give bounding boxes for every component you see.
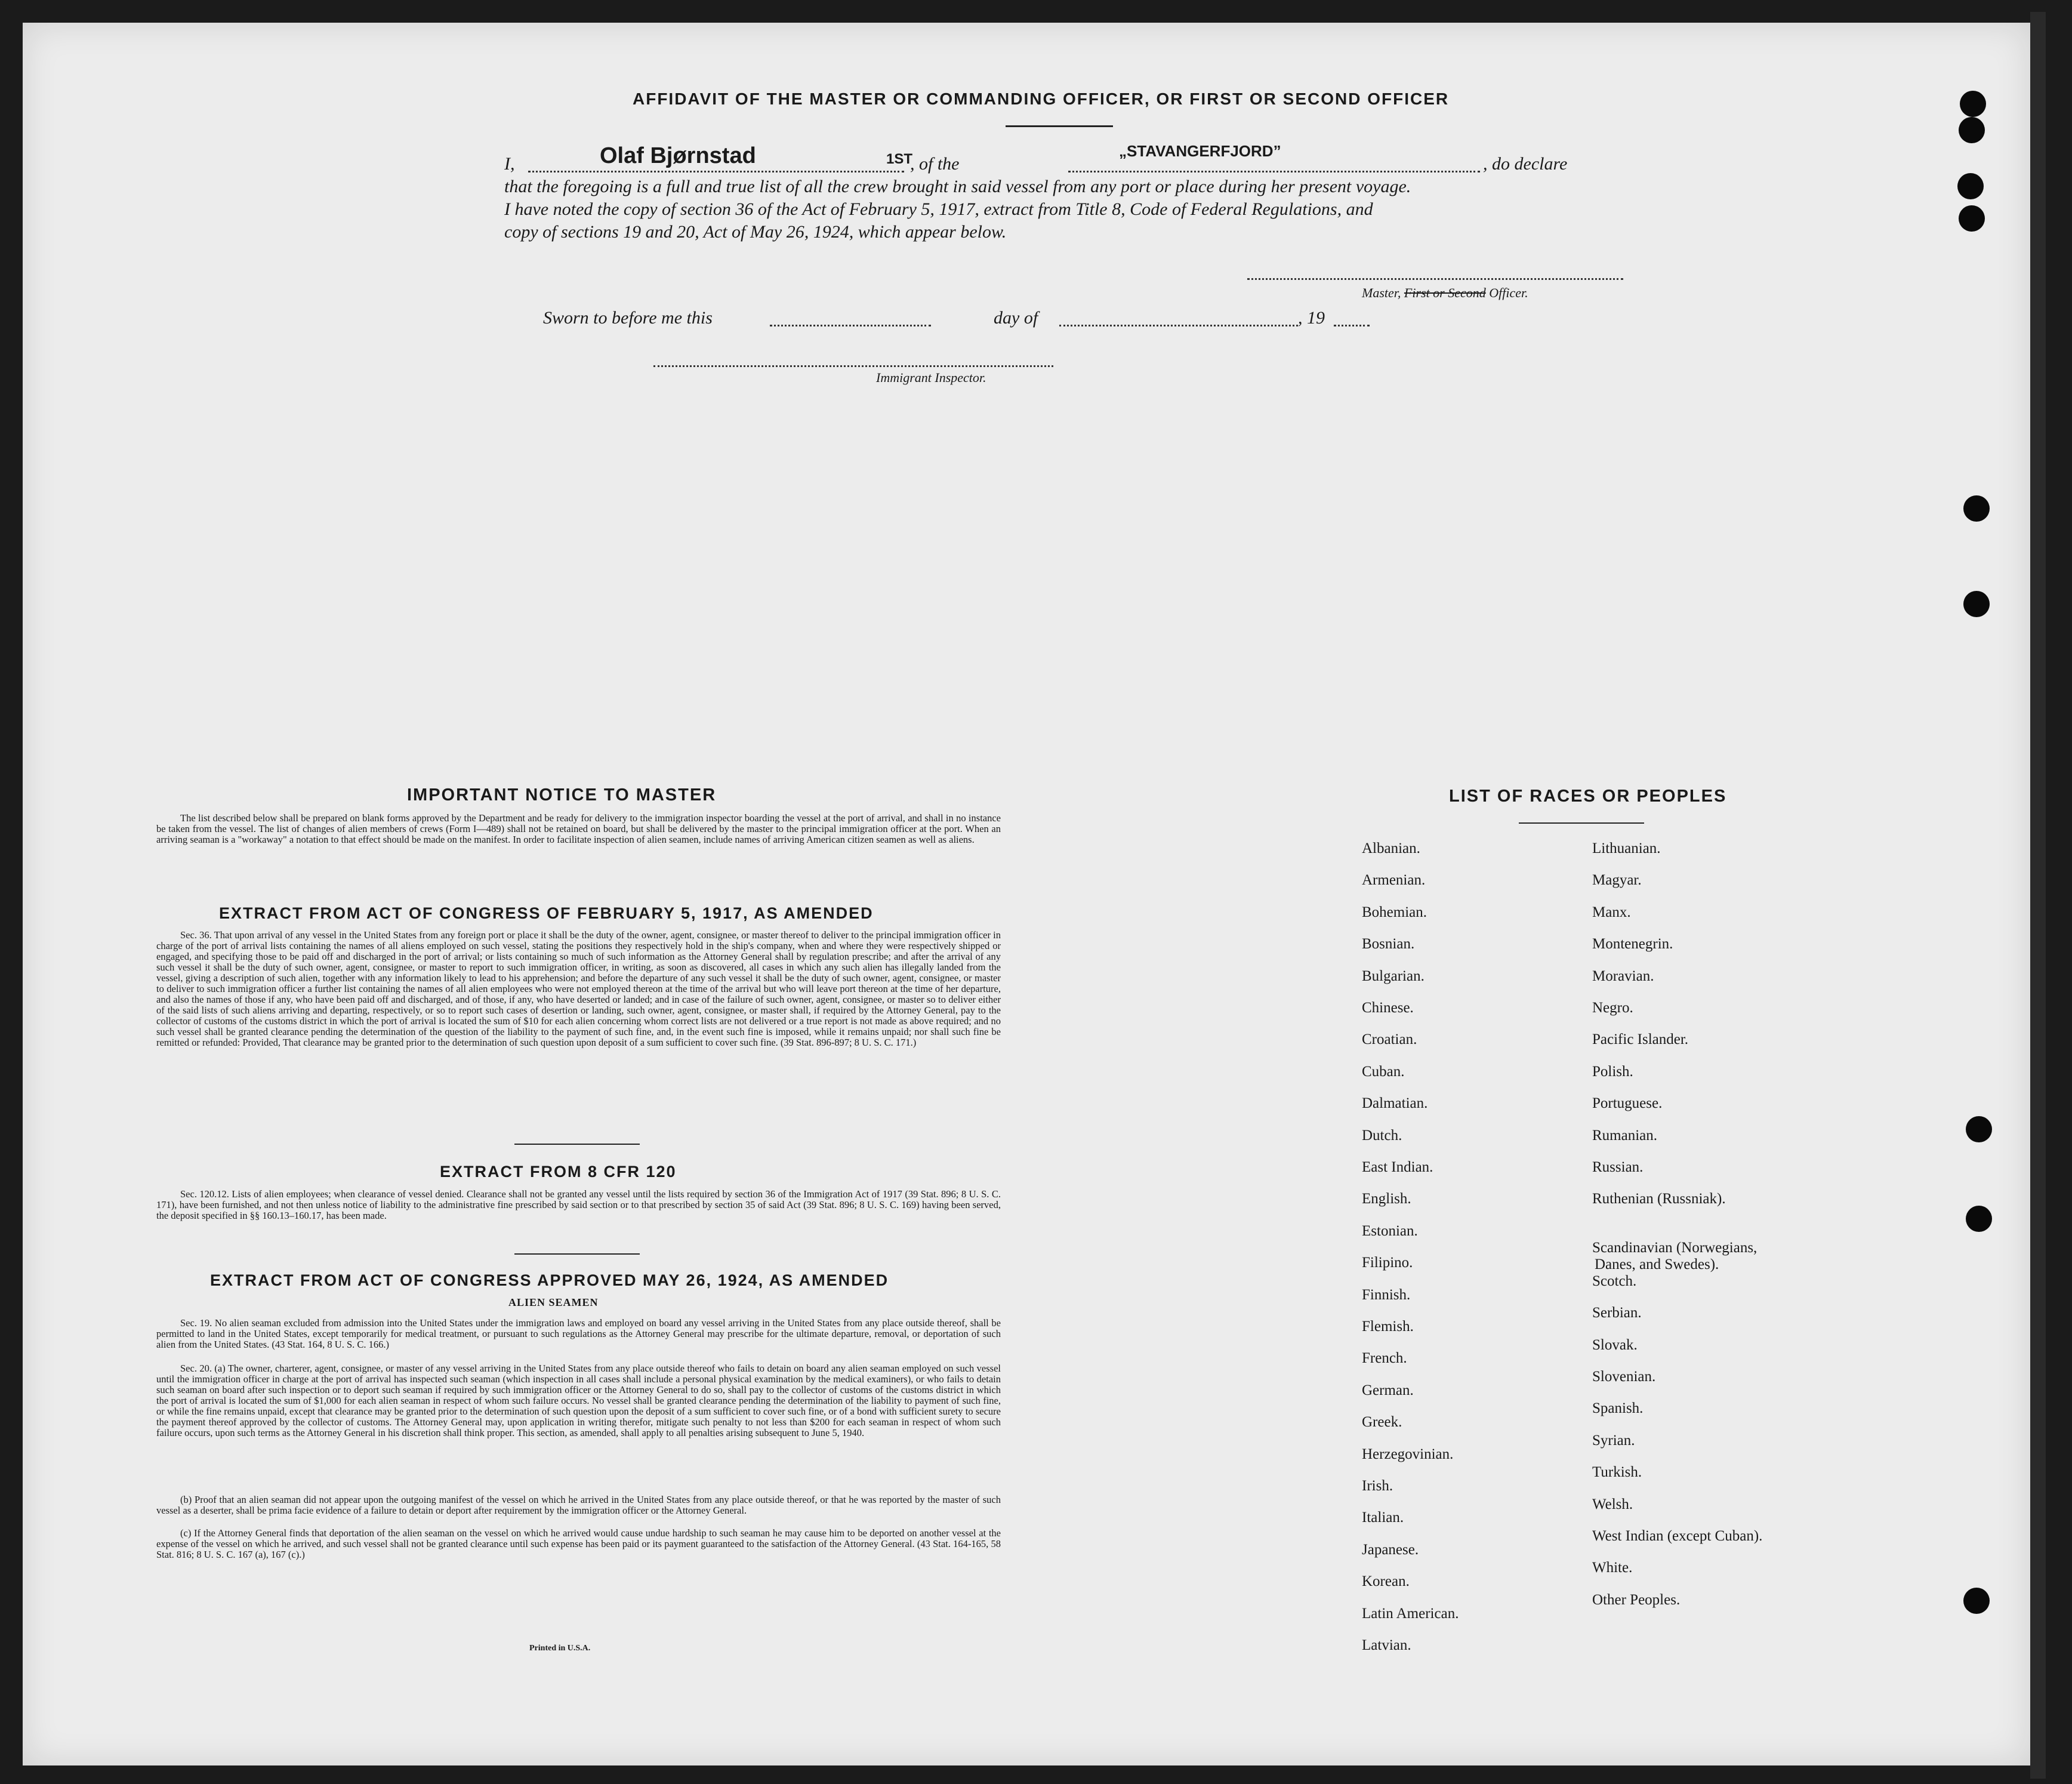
sec20c-body: (c) If the Attorney General finds that deportation of the alien seaman on the vessel on which he arrived would cause undue hardship to such seaman he may cause him to be deported on another vessel at the expense of the vessel on which he arrived, and such vessel shall not be granted clearance until such expense has been paid or its payment guaranteed to the satisfaction of the Attorney General. (43 Stat. 164-165, 58 Stat. 816; 8 U. S. C. 167 (a), 167 (c).)	[156, 1527, 1001, 1560]
name-field-line	[528, 171, 904, 172]
inspector-caption: Immigrant Inspector.	[876, 370, 986, 385]
punch-hole	[1963, 1588, 1990, 1614]
race-item: Polish.	[1592, 1063, 1633, 1080]
race-item: Filipino.	[1362, 1255, 1413, 1271]
race-item: Serbian.	[1592, 1305, 1642, 1321]
race-item: Armenian.	[1362, 872, 1426, 889]
punch-hole	[1957, 173, 1984, 199]
race-item: Other Peoples.	[1592, 1591, 1681, 1608]
divider	[1519, 822, 1644, 824]
race-item: Portuguese.	[1592, 1095, 1663, 1112]
race-item: West Indian (except Cuban).	[1592, 1528, 1763, 1544]
race-item: Dutch.	[1362, 1127, 1402, 1144]
printed-in-usa: Printed in U.S.A.	[529, 1644, 591, 1653]
vessel-name: „STAVANGERFJORD”	[1119, 142, 1281, 160]
race-item: Latin American.	[1362, 1605, 1459, 1622]
race-item: German.	[1362, 1382, 1414, 1398]
extract-8cfr-title: EXTRACT FROM 8 CFR 120	[440, 1163, 677, 1181]
punch-hole	[1959, 117, 1985, 143]
race-item: Manx.	[1592, 904, 1631, 920]
year-label: , 19	[1298, 308, 1325, 328]
divider	[1006, 125, 1113, 127]
race-item: French.	[1362, 1350, 1407, 1367]
race-item: Korean.	[1362, 1573, 1410, 1590]
punch-hole	[1966, 1116, 1992, 1142]
race-item: Spanish.	[1592, 1400, 1644, 1417]
race-item: Bosnian.	[1362, 936, 1415, 953]
race-item: Negro.	[1592, 1000, 1633, 1016]
caption-master: Master,	[1362, 285, 1404, 300]
sec20b-body: (b) Proof that an alien seaman did not appear upon the outgoing manifest of the vessel on which he arrived in the United States from any place outside thereof, or that he was reported by the master of such vessel as a deserter, shall be prima facie evidence of a failure to detain or deport after requirement by the immigration officer or the Attorney General.	[156, 1494, 1001, 1516]
race-item: Japanese.	[1362, 1541, 1419, 1558]
declaration-line-4: copy of sections 19 and 20, Act of May 26, 1924, which appear below.	[504, 222, 1007, 242]
punch-hole	[1966, 1206, 1992, 1232]
inspector-line	[653, 365, 1053, 367]
caption-officer: Officer.	[1485, 285, 1528, 300]
master-name: Olaf Bjørnstad	[600, 143, 756, 168]
race-item: Moravian.	[1592, 968, 1654, 984]
race-item: Slovenian.	[1592, 1369, 1656, 1385]
sworn-month-line	[1059, 325, 1298, 326]
extract-1924-title: EXTRACT FROM ACT OF CONGRESS APPROVED MAY 26, 1924, AS AMENDED	[210, 1271, 889, 1289]
race-item: Slovak.	[1592, 1336, 1638, 1353]
race-item: Lithuanian.	[1592, 840, 1661, 856]
race-item: Ruthenian (Russniak).	[1592, 1191, 1726, 1207]
divider	[514, 1253, 640, 1255]
race-item: Magyar.	[1592, 872, 1642, 889]
race-item: Dalmatian.	[1362, 1095, 1428, 1112]
race-item: Chinese.	[1362, 1000, 1414, 1016]
pronoun-label: I,	[504, 154, 515, 174]
race-item: Turkish.	[1592, 1464, 1642, 1481]
race-item: Pacific Islander.	[1592, 1031, 1689, 1048]
race-item: Cuban.	[1362, 1063, 1405, 1080]
declaration-line-2: that the foregoing is a full and true list of all the crew brought in said vessel from any port or place during her present voyage.	[504, 177, 1411, 196]
sworn-year-line	[1334, 325, 1370, 326]
race-item: Flemish.	[1362, 1318, 1414, 1335]
races-title: LIST OF RACES OR PEOPLES	[1449, 787, 1727, 806]
vessel-field-line	[1068, 171, 1480, 172]
race-item: Scandinavian (Norwegians,	[1592, 1239, 1758, 1256]
race-item: White.	[1592, 1560, 1633, 1576]
rank-stamp: 1ST	[886, 151, 913, 167]
alien-seamen-subtitle: ALIEN SEAMEN	[508, 1296, 599, 1308]
punch-hole	[1960, 91, 1986, 117]
extract-1917-body: Sec. 36. That upon arrival of any vessel in the United States from any foreign port or place it shall be the duty of the owner, agent, consignee, or master thereof to deliver to the principal immigration officer in charge of the port of arrival lists containing the names of all aliens employed on such vessel, stating the positions they respectively hold in the ship's company, when and where they were respectively shipped or engaged, and specifying those to be paid off and discharged in the port of arrival; or lists containing so much of such information as the Attorney General shall by regulation prescribe; and after the arrival of any such vessel it shall be the duty of such owner, agent, consignee, or master to report to such immigration officer, in writing, as soon as discovered, all cases in which any such alien has illegally landed from the vessel, giving a description of such alien, together with any information likely to lead to his apprehension; and before the departure of any such vessel it shall be the duty of such owner, agent, consignee, or master to deliver to such immigration officer a further list containing the names of all alien employees who were not employed thereon at the time of the arrival but who will leave port thereon at the time of her departure, and also the names of those if any, who have been paid off and discharged, and of those, if any, who have deserted or landed; and in case of the failure of such owner, agent, consignee, or master so to deliver either of the said lists of such aliens arriving and departing, respectively, or so to report such cases of desertion or landing, such owner, agent, consignee, or master shall, if required by the Attorney General, pay to the collector of customs of the customs district in which the port of arrival is located the sum of $10 for each alien concerning whom correct lists are not delivered or a true report is not made as above required; and no such vessel shall be granted clearance pending the determination of the question of the liability to the payment of such fine, and, in the event such fine is imposed, while it remains unpaid; nor shall such fine be remitted or refunded: Provided, That clearance may be granted prior to the determination of such question upon deposit of a sum sufficient to cover such fine. (39 Stat. 896-897; 8 U. S. C. 171.)	[156, 929, 1001, 1048]
binding-edge	[2030, 12, 2046, 1779]
race-item: Albanian.	[1362, 840, 1420, 856]
punch-hole	[1959, 205, 1985, 232]
race-item: Irish.	[1362, 1478, 1393, 1494]
declaration-line-1	[504, 142, 1608, 175]
punch-hole	[1963, 495, 1990, 522]
punch-hole	[1963, 591, 1990, 617]
signature-line	[1247, 278, 1623, 280]
of-the-label: , of the	[910, 154, 960, 174]
race-item: Scotch.	[1592, 1272, 1637, 1289]
race-item: Syrian.	[1592, 1432, 1635, 1449]
sworn-label: Sworn to before me this	[543, 308, 713, 328]
sec20a-body: Sec. 20. (a) The owner, charterer, agent, consignee, or master of any vessel arriving in the United States from any place outside thereof who fails to detain on board any alien seaman employed on such vessel until the immigration officer in charge at the port of arrival has inspected such seaman (which inspection in all cases shall include a personal physical examination by the medical examiners), or who fails to detain such seaman on board after such inspection or to deport such seaman if required by such immigration officer or the Attorney General to do so, shall pay to the collector of customs of the customs district in which the port of arrival is located the sum of $1,000 for each alien seaman in respect of whom such failure occurs. No vessel shall be granted clearance pending the determination of the liability to payment of such fine, or while the fine remains unpaid, except that clearance may be granted prior to the determination of such question upon the deposit of a sum sufficient to cover such fine, or of a bond with sufficient surety to secure the payment thereof approved by the collector of customs. The Attorney General may, upon application in writing therefor, mitigate such penalty to not less than $200 for each seaman in respect of whom such failure occurs, upon such terms as the Attorney General in his discretion shall think proper. This section, as amended, shall apply to all penalties arising subsequent to June 5, 1940.	[156, 1363, 1001, 1438]
race-item: Rumanian.	[1592, 1127, 1658, 1144]
day-of-label: day of	[994, 308, 1038, 328]
divider	[514, 1144, 640, 1145]
race-item: Russian.	[1592, 1159, 1644, 1175]
notice-body: The list described below shall be prepared on blank forms approved by the Department and be ready for delivery to the immigration inspector boarding the vessel at the port of arrival, and shall in no instance be taken from the vessel. The list of changes of alien members of crews (Form I—489) shall not be retained on board, but shall be delivered by the master to the principal immigration officer at the port. When an arriving seaman is a "workaway" a notation to that effect should be made on the manifest. In order to facilitate inspection of alien seamen, include names of arriving American citizen seamen as well as aliens.	[156, 812, 1001, 845]
race-item: Herzegovinian.	[1362, 1446, 1454, 1462]
declaration-line-3: I have noted the copy of section 36 of the Act of February 5, 1917, extract from Title 8, Code of Federal Regulations, and	[504, 199, 1373, 219]
affidavit-title: AFFIDAVIT OF THE MASTER OR COMMANDING OFFICER, OR FIRST OR SECOND OFFICER	[633, 90, 1450, 108]
race-item: Bulgarian.	[1362, 968, 1424, 984]
race-item: Italian.	[1362, 1509, 1404, 1526]
race-item: Latvian.	[1362, 1637, 1411, 1653]
extract-8cfr-body: Sec. 120.12. Lists of alien employees; when clearance of vessel denied. Clearance shall not be granted any vessel until the lists required by section 36 of the Immigration Act of 1917 (39 Stat. 896; 8 U. S. C. 171), have been furnished, and not then unless notice of liability to the administrative fine prescribed by said section or to that prescribed by section 35 of said Act (39 Stat. 896; 8 U. S. C. 169) having been served, the deposit specified in §§ 160.13–160.17, has been made.	[156, 1188, 1001, 1221]
race-item: Estonian.	[1362, 1222, 1418, 1239]
race-item: English.	[1362, 1191, 1411, 1207]
race-item: Croatian.	[1362, 1031, 1417, 1048]
race-item: East Indian.	[1362, 1159, 1433, 1175]
do-declare-label: , do declare	[1483, 154, 1568, 174]
race-item: Finnish.	[1362, 1286, 1411, 1303]
notice-title: IMPORTANT NOTICE TO MASTER	[407, 785, 717, 805]
sworn-line	[543, 308, 1379, 332]
sec19-body: Sec. 19. No alien seaman excluded from admission into the United States under the immigration laws and employed on board any vessel arriving in the United States from any place outside thereof, shall be permitted to land in the United States, except temporarily for medical treatment, or pursuant to such regulations as the Attorney General may prescribe for the ultimate departure, removal, or deportation of such alien from the United States. (43 Stat. 164, 8 U. S. C. 166.)	[156, 1317, 1001, 1350]
caption-struck: First or Second	[1404, 285, 1486, 300]
race-item: Bohemian.	[1362, 904, 1427, 920]
race-item: Montenegrin.	[1592, 936, 1673, 953]
race-item: Welsh.	[1592, 1496, 1633, 1512]
declaration-block	[504, 142, 1608, 244]
signature-caption	[1362, 285, 1528, 301]
race-item: Greek.	[1362, 1414, 1402, 1431]
extract-1917-title: EXTRACT FROM ACT OF CONGRESS OF FEBRUARY 5, 1917, AS AMENDED	[219, 904, 874, 922]
race-item: Danes, and Swedes).	[1595, 1256, 1719, 1272]
sworn-day-line	[770, 325, 931, 326]
